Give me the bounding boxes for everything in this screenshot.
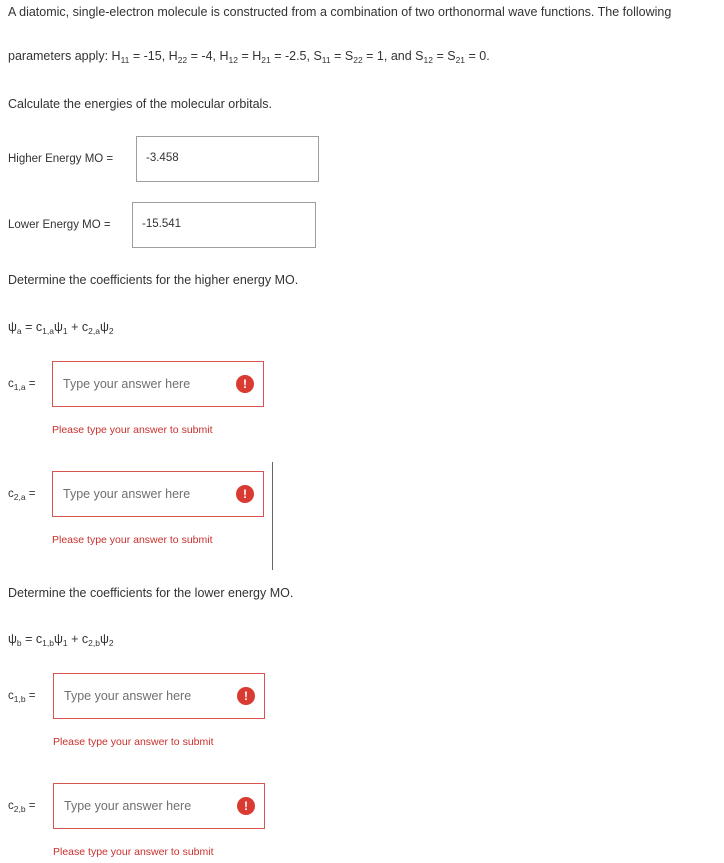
lower-energy-label: Lower Energy MO = xyxy=(8,219,111,231)
c2a-error-message: Please type your answer to submit xyxy=(52,534,213,546)
c1b-placeholder: Type your answer here xyxy=(64,689,192,703)
lower-energy-input[interactable] xyxy=(132,202,316,248)
higher-mo-equation: $\psi_a = c_{1,a}\psi_1 + c_{2,a}\psi_2$ xyxy=(8,320,114,336)
c2b-input[interactable] xyxy=(53,783,265,829)
c2b-placeholder: Type your answer here xyxy=(64,799,192,813)
c2b-label: $c_{2,b}$ = xyxy=(8,800,36,814)
c1a-label: $c_{1,a}$ = xyxy=(8,378,36,392)
c1b-error-message: Please type your answer to submit xyxy=(53,736,214,748)
c1a-placeholder: Type your answer here xyxy=(63,377,191,391)
lower-energy-value: -15.541 xyxy=(142,218,182,230)
c1b-input[interactable] xyxy=(53,673,265,719)
c2b-error-message: Please type your answer to submit xyxy=(53,846,214,858)
c2a-label: $c_{2,a}$ = xyxy=(8,488,36,502)
parameters-text: parameters apply: $H_{11} = -15$, $H_{22} = -4$, $H_{12} = H_{21} = -2.5$, $S_{11} = S_{22} = 1$, and $S_{12} = S_{21} = 0$. xyxy=(8,49,490,65)
alert-icon: ! xyxy=(236,375,254,393)
c1b-label: $c_{1,b}$ = xyxy=(8,690,36,704)
calculate-instruction: Calculate the energies of the molecular orbitals. xyxy=(8,97,273,111)
c1a-error-message: Please type your answer to submit xyxy=(52,424,213,436)
alert-icon: ! xyxy=(237,797,255,815)
lower-mo-heading: Determine the coefficients for the lower energy MO. xyxy=(8,586,294,600)
lower-mo-equation: $\psi_b = c_{1,b}\psi_1 + c_{2,b}\psi_2$ xyxy=(8,632,114,648)
c1a-input[interactable] xyxy=(52,361,264,407)
higher-energy-value: -3.458 xyxy=(146,152,179,164)
alert-icon: ! xyxy=(236,485,254,503)
alert-icon: ! xyxy=(237,687,255,705)
higher-energy-label: Higher Energy MO = xyxy=(8,153,114,165)
text-cursor-divider xyxy=(272,462,273,570)
higher-energy-input[interactable] xyxy=(136,136,319,182)
intro-text: A diatomic, single-electron molecule is constructed from a combination of two orthonormal wave functions. The following xyxy=(8,5,672,19)
c2a-input[interactable] xyxy=(52,471,264,517)
higher-mo-heading: Determine the coefficients for the higher energy MO. xyxy=(8,273,299,287)
c2a-placeholder: Type your answer here xyxy=(63,487,191,501)
